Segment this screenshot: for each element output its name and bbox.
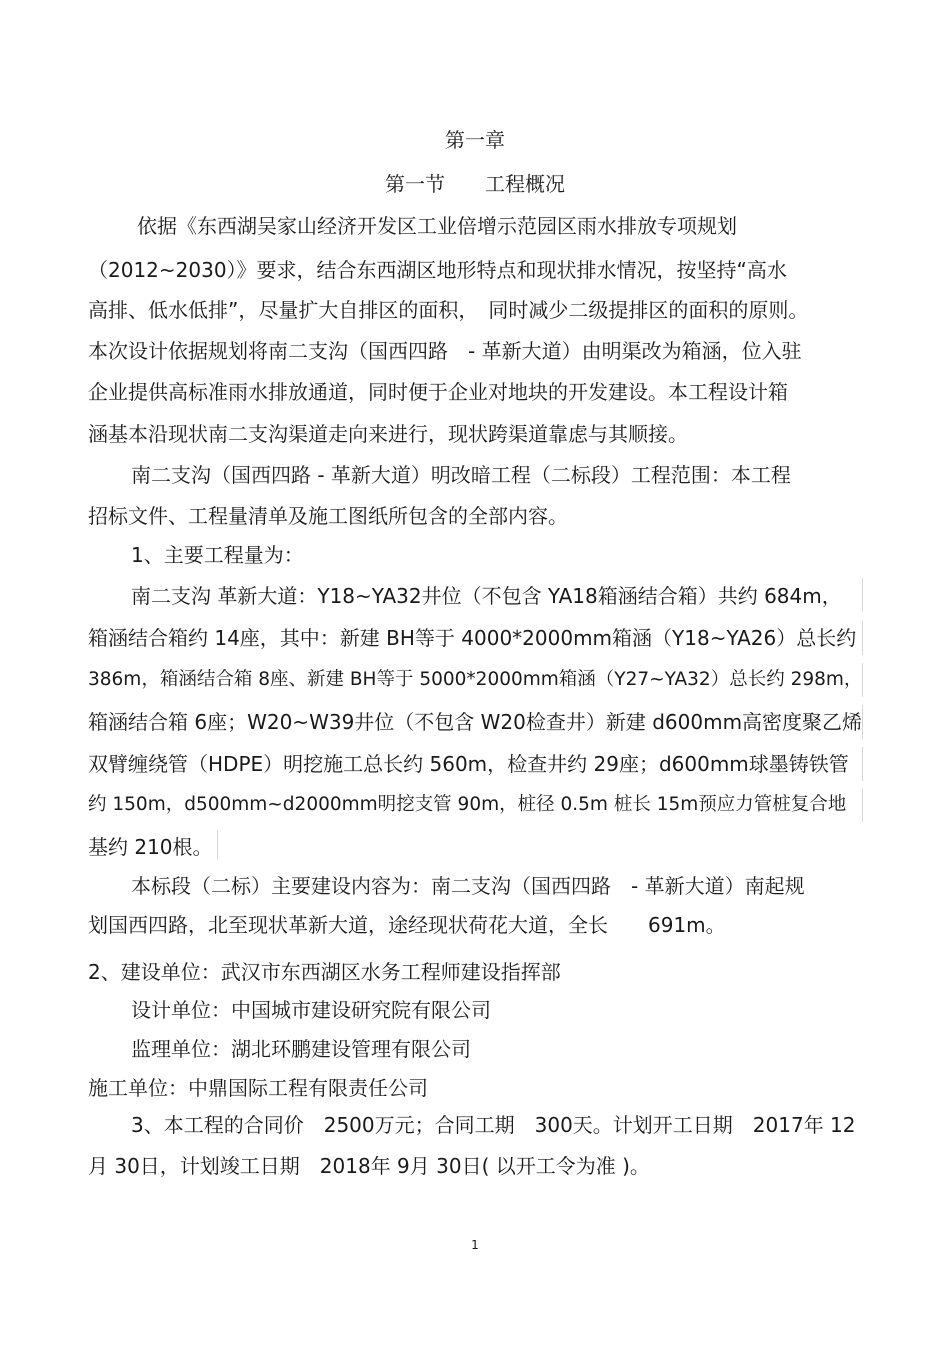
text-line-23: 3、本工程的合同价 2500万元；合同工期 300天。计划开工日期 2017年 12 xyxy=(131,1113,856,1137)
text-line-5: 企业提供高标准雨水排放通道，同时便于企业对地块的开发建设。本工程设计箱 xyxy=(88,380,788,404)
table-border xyxy=(217,830,218,860)
text-line-6: 涵基本沿现状南二支沟渠道走向来进行，现状跨渠道靠虑与其顺接。 xyxy=(88,422,688,446)
text-line-17: 本标段（二标）主要建设内容为：南二支沟（国西四路 - 革新大道）南起规 xyxy=(131,874,805,898)
table-border xyxy=(862,788,863,822)
table-border xyxy=(862,578,863,612)
text-line-11: 箱涵结合箱约 14座，其中：新建 BH等于 4000*2000mm箱涵（Y18~YA26）总长约 xyxy=(88,626,857,650)
text-line-2: （2012~2030）》要求，结合东西湖区地形特点和现状排水情况，按坚持“高水 xyxy=(88,258,787,282)
text-line-24: 月 30日，计划竣工日期 2018年 9月 30日( 以开工令为准 )。 xyxy=(88,1154,650,1178)
text-line-22: 施工单位：中鼎国际工程有限责任公司 xyxy=(88,1076,428,1100)
table-border xyxy=(862,705,863,739)
text-line-8: 招标文件、工程量清单及施工图纸所包含的全部内容。 xyxy=(88,504,568,528)
text-line-1: 依据《东西湖吴家山经济开发区工业倍增示范园区雨水排放专项规划 xyxy=(137,214,737,238)
text-line-7: 南二支沟（国西四路 - 革新大道）明改暗工程（二标段）工程范围：本工程 xyxy=(131,463,791,487)
text-line-9: 1、主要工程量为： xyxy=(131,543,304,567)
table-border xyxy=(862,747,863,781)
text-line-18: 划国西四路，北至现状革新大道，途经现状荷花大道，全长 691m。 xyxy=(88,913,726,937)
text-line-14: 双臂缠绕管（HDPE）明挖施工总长约 560m，检查井约 29座；d600mm球墨铸铁管 xyxy=(88,752,849,776)
text-line-20: 设计单位：中国城市建设研究院有限公司 xyxy=(131,998,491,1022)
chapter-title: 第一章 xyxy=(445,128,505,152)
table-border xyxy=(862,663,863,697)
text-line-21: 监理单位：湖北环鹏建设管理有限公司 xyxy=(131,1037,471,1061)
text-line-12: 386m，箱涵结合箱 8座、新建 BH等于 5000*2000mm箱涵（Y27~YA32）总长约 298m， xyxy=(88,669,863,690)
text-line-10: 南二支沟 革新大道：Y18~YA32井位（不包含 YA18箱涵结合箱）共约 684m， xyxy=(131,584,842,608)
text-line-16: 基约 210根。 xyxy=(88,835,213,859)
page-number: 1 xyxy=(471,1238,479,1252)
text-line-19: 2、建设单位：武汉市东西湖区水务工程师建设指挥部 xyxy=(88,960,561,984)
text-line-15: 约 150m，d500mm~d2000mm明挖支管 90m，桩径 0.5m 桩长 15m预应力管桩复合地 xyxy=(88,794,847,815)
section-title: 第一节 工程概况 xyxy=(385,172,565,196)
text-line-4: 本次设计依据规划将南二支沟（国西四路 - 革新大道）由明渠改为箱涵，位入驻 xyxy=(88,339,802,363)
table-border xyxy=(862,621,863,655)
text-line-13: 箱涵结合箱 6座；W20~W39井位（不包含 W20检查井）新建 d600mm高密度聚乙烯 xyxy=(88,710,863,734)
text-line-3: 高排、低水低排”，尽量扩大自排区的面积， 同时减少二级提排区的面积的原则。 xyxy=(88,298,809,322)
